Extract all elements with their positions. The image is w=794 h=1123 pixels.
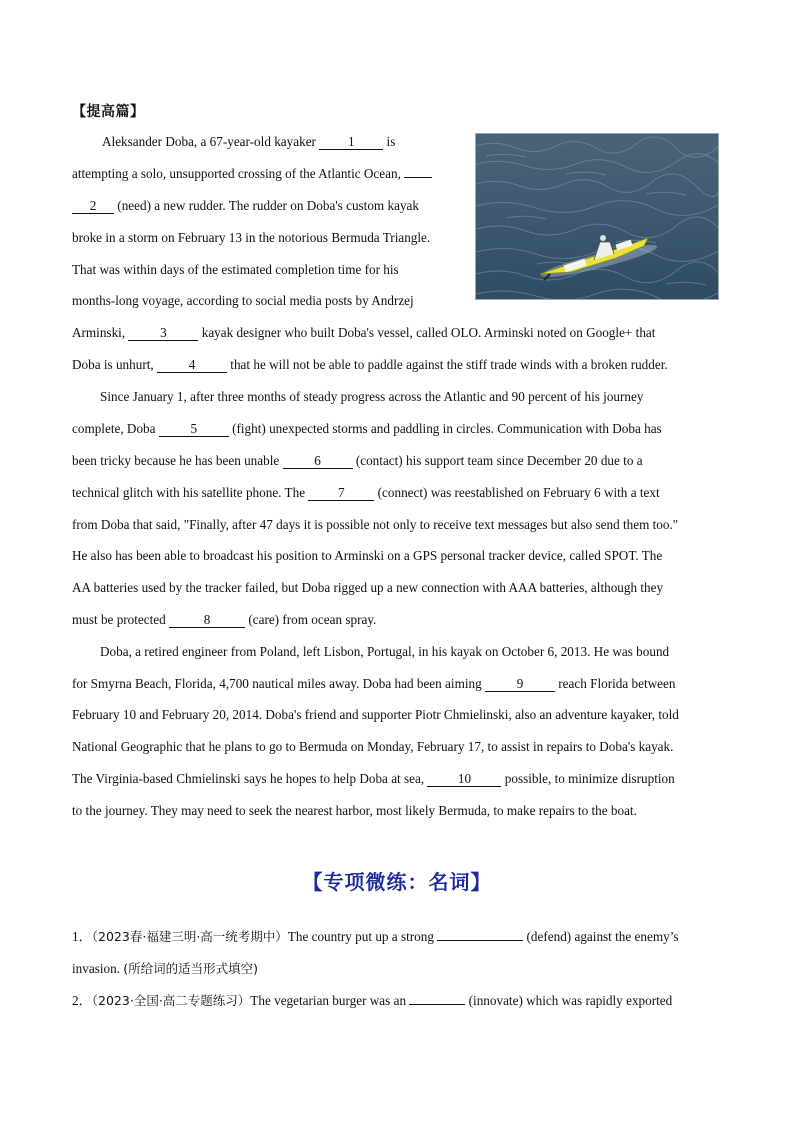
answer-blank-4[interactable]: 4 — [157, 358, 227, 373]
question-1 — [72, 929, 679, 945]
passage-line — [102, 134, 395, 150]
question-text: The country put up a strong — [287, 929, 438, 944]
passage-text: Doba is unhurt, — [72, 357, 157, 372]
answer-blank-3[interactable]: 3 — [128, 326, 198, 341]
answer-blank-9[interactable]: 9 — [485, 677, 555, 692]
passage-line — [72, 517, 678, 533]
passage-line — [72, 580, 663, 596]
section-title: 【专项微练：名词】 — [302, 870, 492, 894]
question-source: （2023·全国·高二专题练习） — [91, 993, 251, 1008]
passage-line — [72, 803, 637, 819]
passage-line — [72, 293, 414, 309]
passage-text: broke in a storm on February 13 in the notorious Bermuda Triangle. — [72, 230, 431, 245]
answer-blank-6[interactable]: 6 — [283, 454, 353, 469]
question-text: The vegetarian burger was an — [250, 993, 410, 1008]
passage-line — [72, 166, 432, 182]
passage-text: The Virginia-based Chmielinski says he hopes to help Doba at sea, — [72, 771, 428, 786]
answer-blank-8[interactable]: 8 — [169, 613, 245, 628]
passage-text: is — [383, 134, 396, 149]
answer-blank[interactable] — [437, 940, 523, 941]
passage-text: Aleksander Doba, a 67-year-old kayaker — [102, 134, 320, 149]
passage-text: reach Florida between — [554, 676, 676, 691]
passage-line — [100, 389, 643, 405]
answer-blank-7[interactable]: 7 — [308, 486, 374, 501]
answer-blank-5[interactable]: 5 — [159, 422, 229, 437]
passage-line — [72, 421, 662, 437]
question-number: 2． — [72, 993, 92, 1008]
passage-line — [72, 771, 675, 787]
passage-text: Since January 1, after three months of steady progress across the Atlantic and 90 percent of his journey — [100, 389, 644, 404]
question-number: 1． — [72, 929, 92, 944]
passage-line — [72, 485, 660, 501]
section-heading: 【提高篇】 — [72, 104, 145, 120]
passage-text: kayak designer who built Doba's vessel, called OLO. Arminski noted on Google+ that — [198, 325, 656, 340]
passage-text: That was within days of the estimated completion time for his — [72, 262, 399, 277]
passage-text: for Smyrna Beach, Florida, 4,700 nautical miles away. Doba had been aiming — [72, 676, 485, 691]
passage-line — [72, 453, 643, 469]
question-source: （2023春·福建三明·高一统考期中） — [91, 929, 288, 944]
passage-text: complete, Doba — [72, 421, 159, 436]
question-text-end: (innovate) which was rapidly exported — [465, 993, 673, 1008]
passage-text: (care) from ocean spray. — [245, 612, 377, 627]
passage-text: must be protected — [72, 612, 170, 627]
answer-blank-10[interactable]: 10 — [427, 772, 501, 787]
passage-text: (fight) unexpected storms and paddling in circles. Communication with Doba has — [228, 421, 662, 436]
passage-text: technical glitch with his satellite phone. The — [72, 485, 309, 500]
passage-text: that he will not be able to paddle against the stiff trade winds with a broken rudder. — [226, 357, 668, 372]
passage-text: attempting a solo, unsupported crossing of the Atlantic Ocean, — [72, 166, 405, 181]
passage-text: months-long voyage, according to social media posts by Andrzej — [72, 293, 414, 308]
passage-line — [72, 198, 419, 214]
kayak-photo — [475, 133, 719, 300]
passage-text: (need) a new rudder. The rudder on Doba's custom kayak — [114, 198, 419, 213]
passage-text: February 10 and February 20, 2014. Doba's friend and supporter Piotr Chmielinski, also an adventure kayaker, told — [72, 707, 679, 722]
passage-text: AA batteries used by the tracker failed, but Doba rigged up a new connection with AAA batteries, although they — [72, 580, 664, 595]
answer-blank[interactable] — [409, 1004, 465, 1005]
passage-text: from Doba that said, "Finally, after 47 days it is possible not only to receive text messages but also send them too." — [72, 517, 679, 532]
passage-line — [100, 644, 669, 660]
passage-line — [72, 230, 430, 246]
answer-blank-2-start[interactable] — [404, 177, 432, 178]
passage-text: National Geographic that he plans to go to Bermuda on Monday, February 17, to assist in repairs to Doba's kayak. — [72, 739, 674, 754]
passage-text: possible, to minimize disruption — [501, 771, 675, 786]
question-2 — [72, 993, 672, 1009]
answer-blank-1[interactable]: 1 — [319, 135, 383, 150]
passage-line — [72, 707, 679, 723]
passage-text: to the journey. They may need to seek the nearest harbor, most likely Bermuda, to make repairs to the boat. — [72, 803, 637, 818]
passage-line — [72, 357, 668, 373]
passage-line — [72, 676, 675, 692]
ocean-image — [476, 134, 719, 300]
question-instruction: (所给词的适当形式填空) — [123, 961, 259, 976]
passage-text: (contact) his support team since December 20 due to a — [352, 453, 643, 468]
passage-text: He also has been able to broadcast his position to Arminski on a GPS personal tracker device, called SPOT. The — [72, 548, 663, 563]
passage-line — [72, 262, 399, 278]
passage-line — [72, 739, 673, 755]
passage-text: Doba, a retired engineer from Poland, left Lisbon, Portugal, in his kayak on October 6, 2013. He was bound — [100, 644, 670, 659]
question-text: invasion. — [72, 961, 124, 976]
passage-line — [72, 548, 662, 564]
question-text-end: (defend) against the enemy’s — [523, 929, 679, 944]
passage-text: been tricky because he has been unable — [72, 453, 283, 468]
passage-text: (connect) was reestablished on February 6 with a text — [374, 485, 660, 500]
passage-text: Arminski, — [72, 325, 129, 340]
question-1-continued — [72, 961, 258, 977]
passage-line — [72, 325, 655, 341]
answer-blank-2[interactable]: 2 — [72, 199, 114, 214]
passage-line — [72, 612, 376, 628]
